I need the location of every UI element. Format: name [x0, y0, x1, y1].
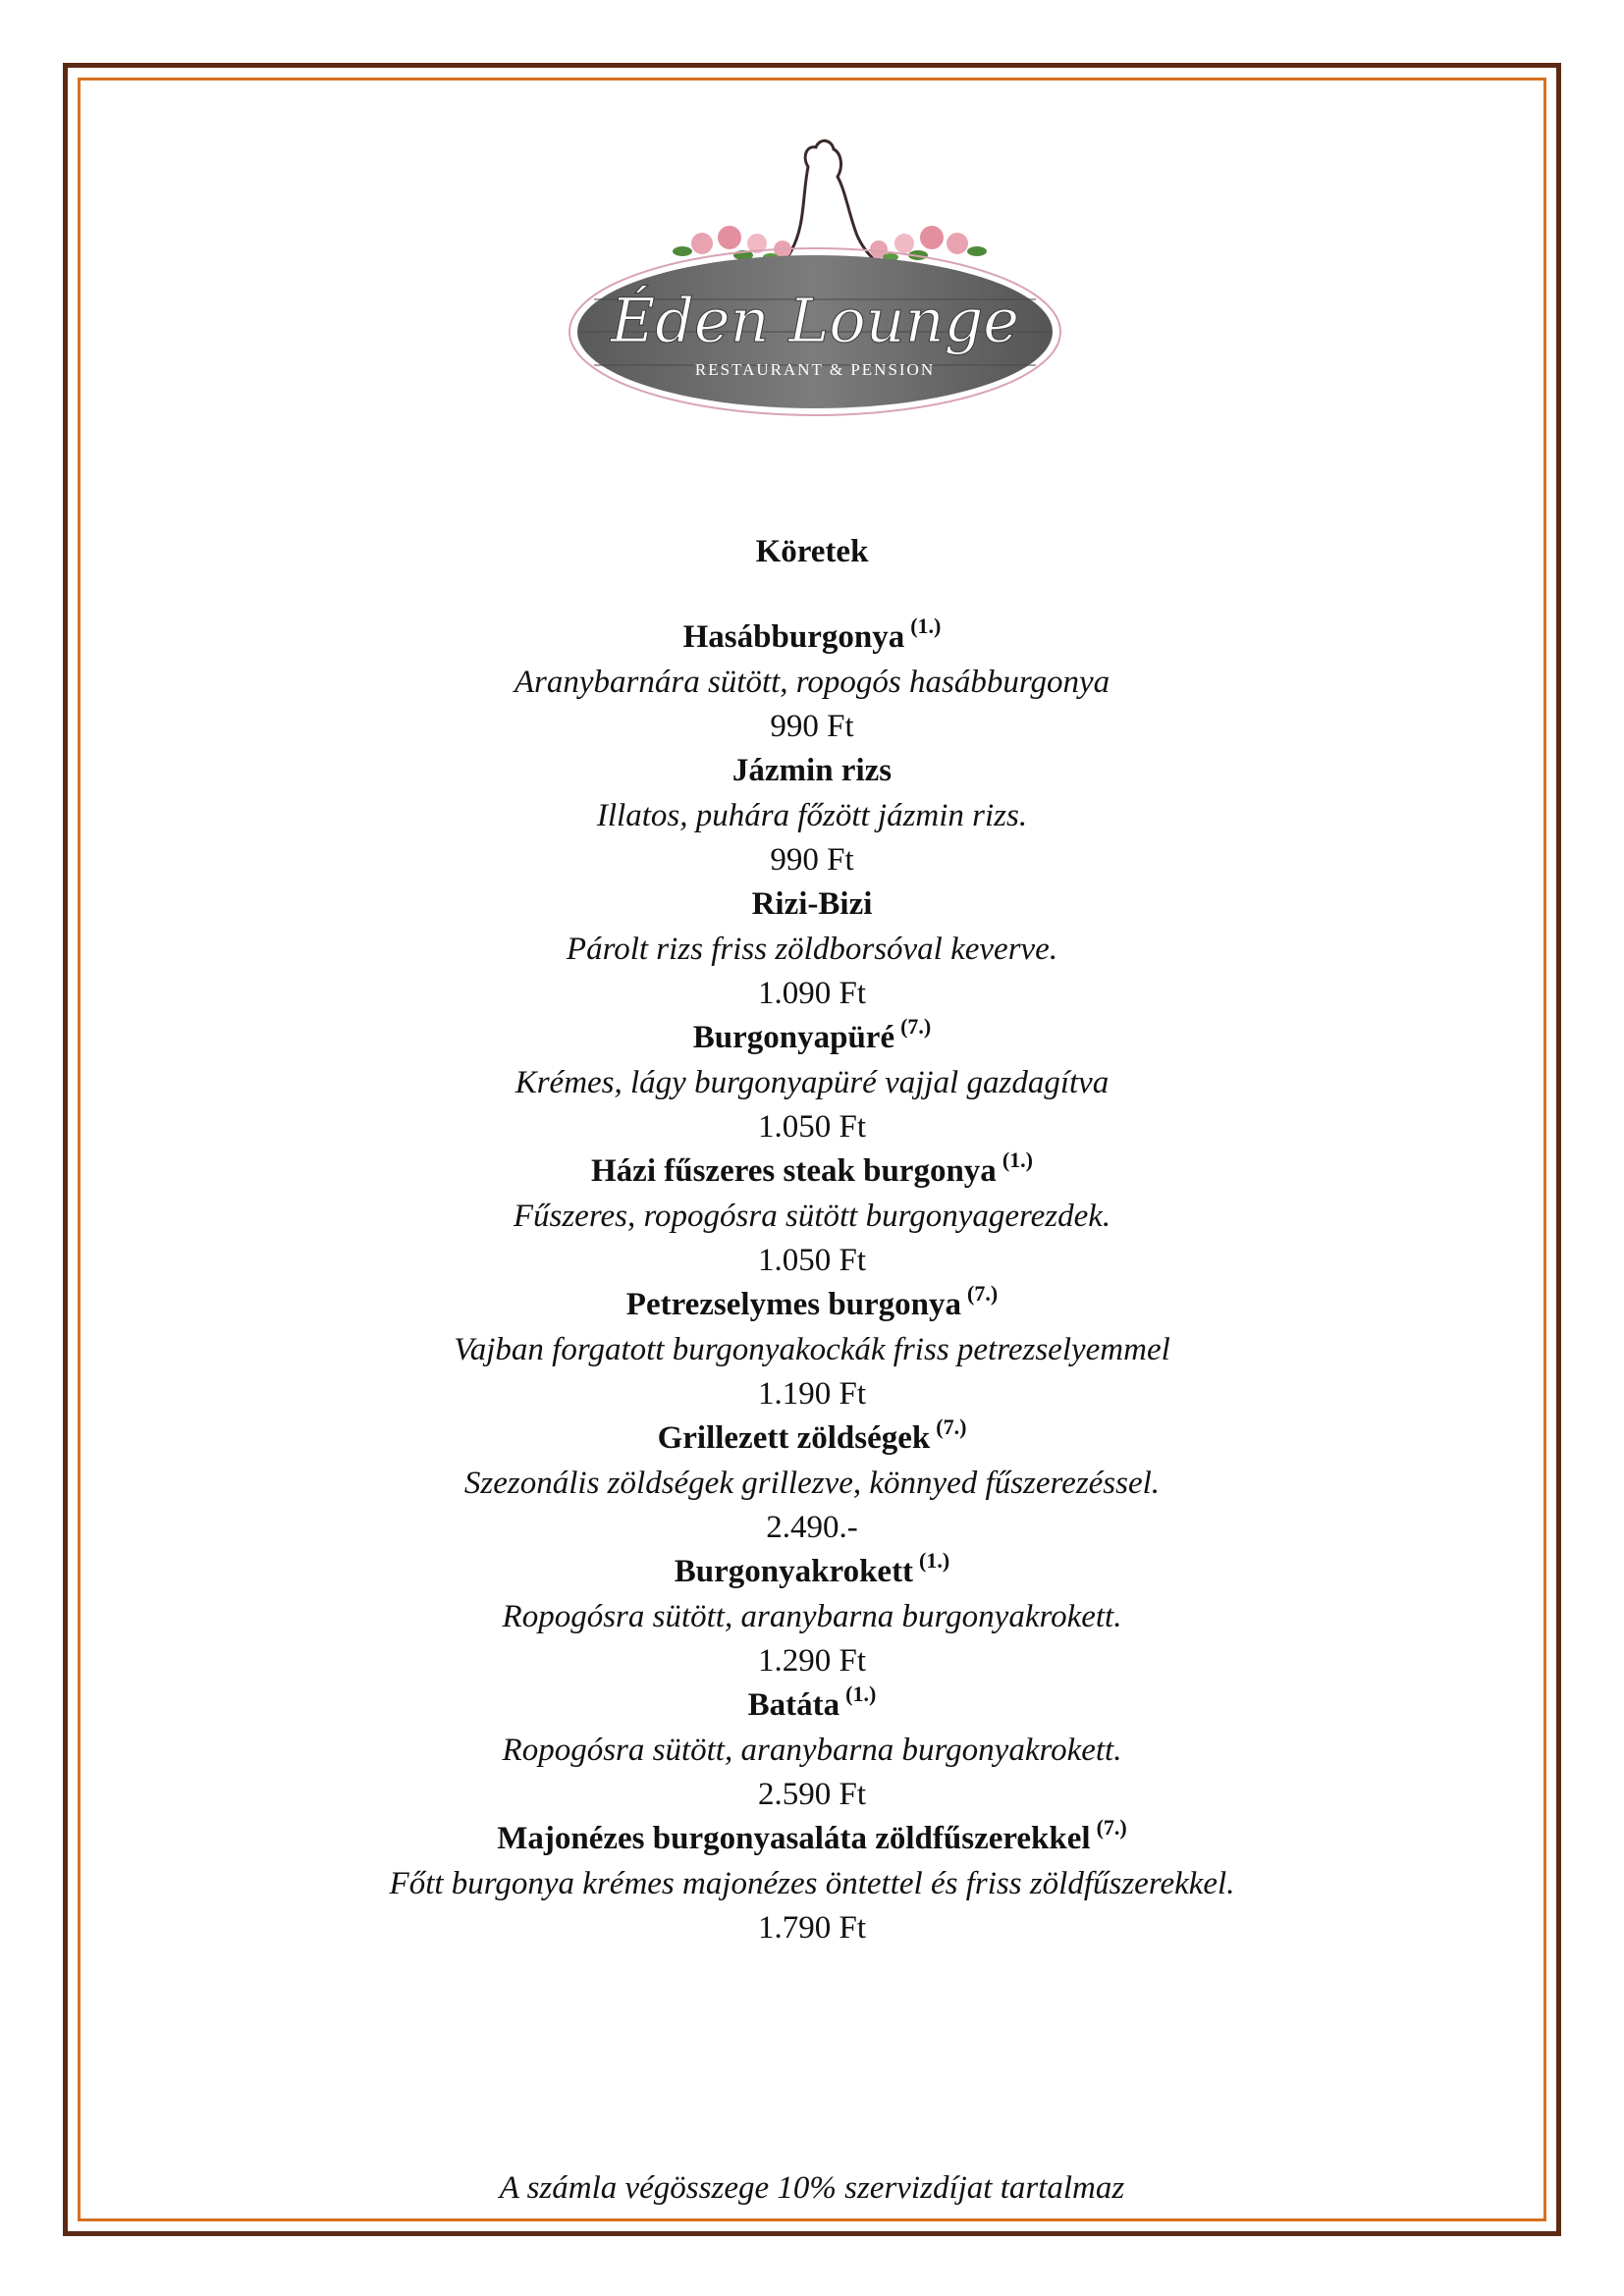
menu-item-title: Házi fűszeres steak burgonya	[591, 1153, 997, 1189]
menu-item-description: Vajban forgatott burgonyakockák friss petrezselyemmel	[454, 1332, 1170, 1367]
allergen-code: (7.)	[967, 1281, 999, 1306]
menu-item-name	[79, 881, 1545, 927]
menu-item-title: Rizi-Bizi	[751, 886, 873, 922]
menu-item-price: 2.490.-	[766, 1510, 858, 1545]
menu-item-price: 990 Ft	[770, 842, 854, 878]
menu-item-name	[79, 1549, 1545, 1594]
service-charge-note: A számla végösszege 10% szervizdíjat tartalmaz	[499, 2170, 1125, 2206]
menu-item-description: Illatos, puhára főzött jázmin rizs.	[596, 798, 1028, 833]
logo-name: Éden Lounge	[610, 285, 1020, 356]
menu-item-name	[79, 1415, 1545, 1461]
menu-item-price: 990 Ft	[770, 709, 854, 744]
flower-garland-left-icon	[673, 226, 791, 261]
section-title: Köretek	[755, 534, 869, 569]
menu-item-price: 2.590 Ft	[757, 1777, 867, 1812]
flower-garland-right-icon	[870, 226, 987, 261]
menu-item-price: 1.090 Ft	[757, 976, 867, 1011]
allergen-code: (1.)	[1001, 1148, 1033, 1172]
menu-item-name	[79, 1282, 1545, 1327]
menu-item	[79, 1415, 1545, 1549]
menu-item-price: 1.290 Ft	[757, 1643, 867, 1679]
menu-item-description: Ropogósra sütött, aranybarna burgonyakrokett.	[502, 1733, 1122, 1768]
menu-item-name	[79, 1148, 1545, 1194]
allergen-code: (7.)	[1096, 1815, 1127, 1840]
menu-item-description: Főtt burgonya krémes majonézes öntettel és friss zöldfűszerekkel.	[389, 1866, 1235, 1901]
allergen-code: (7.)	[900, 1014, 932, 1039]
menu-item	[79, 881, 1545, 1015]
logo-tagline: RESTAURANT & PENSION	[694, 360, 936, 379]
menu-item-description: Aranybarnára sütött, ropogós hasábburgonya	[514, 665, 1110, 700]
menu-item-description: Párolt rizs friss zöldborsóval keverve.	[566, 932, 1058, 967]
menu-item-description: Szezonális zöldségek grillezve, könnyed fűszerezéssel.	[463, 1466, 1161, 1501]
menu-item-price: 1.050 Ft	[757, 1109, 867, 1145]
menu-item-name	[79, 1682, 1545, 1728]
menu-item-title: Burgonyapüré	[692, 1020, 895, 1055]
menu-item	[79, 614, 1545, 748]
menu-item-name	[79, 748, 1545, 793]
menu-section	[79, 530, 1545, 1949]
allergen-code: (1.)	[910, 614, 942, 638]
menu-item-description: Krémes, lágy burgonyapüré vajjal gazdagítva	[514, 1065, 1110, 1100]
menu-item-name	[79, 1816, 1545, 1861]
menu-item-list	[79, 614, 1545, 1949]
allergen-code: (1.)	[919, 1548, 950, 1573]
menu-item-price: 1.190 Ft	[757, 1376, 867, 1412]
menu-item	[79, 1148, 1545, 1282]
menu-item-price: 1.790 Ft	[757, 1910, 867, 1946]
menu-item	[79, 748, 1545, 881]
menu-item-title: Grillezett zöldségek	[657, 1420, 931, 1456]
menu-item	[79, 1682, 1545, 1816]
menu-item-title: Batáta	[747, 1687, 840, 1723]
menu-item-title: Burgonyakrokett	[674, 1554, 914, 1589]
menu-item-title: Majonézes burgonyasaláta zöldfűszerekkel	[497, 1821, 1091, 1856]
menu-item-title: Hasábburgonya	[682, 619, 905, 655]
menu-item-description: Ropogósra sütött, aranybarna burgonyakrokett.	[502, 1599, 1122, 1634]
menu-item	[79, 1816, 1545, 1949]
menu-item	[79, 1015, 1545, 1148]
allergen-code: (7.)	[936, 1415, 967, 1439]
menu-item-description: Fűszeres, ropogósra sütött burgonyagerezdek.	[513, 1199, 1111, 1234]
menu-item-price: 1.050 Ft	[757, 1243, 867, 1278]
menu-item-name	[79, 614, 1545, 660]
allergen-code: (1.)	[845, 1682, 877, 1706]
menu-item-title: Jázmin rizs	[731, 753, 893, 788]
menu-item	[79, 1549, 1545, 1682]
restaurant-logo	[555, 88, 1075, 461]
menu-item	[79, 1282, 1545, 1415]
menu-item-title: Petrezselymes burgonya	[625, 1287, 962, 1322]
menu-item-name	[79, 1015, 1545, 1060]
